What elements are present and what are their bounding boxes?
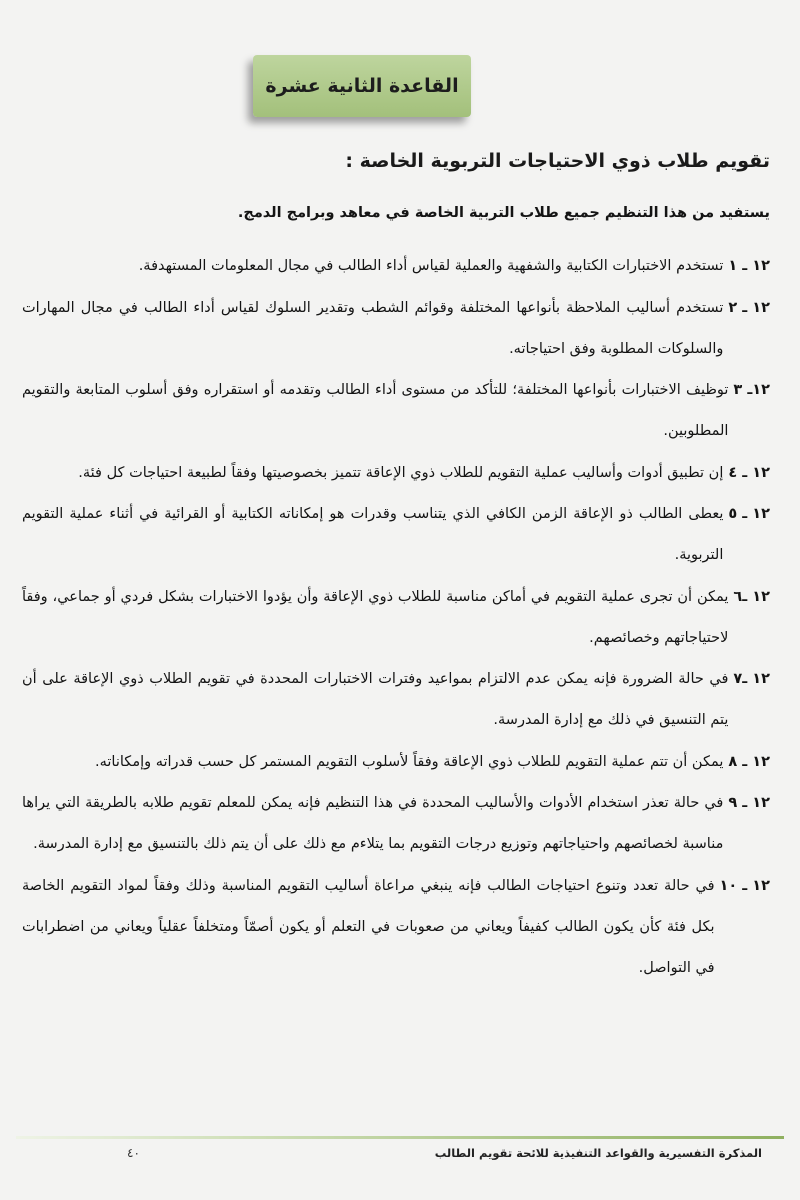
rule-item-number: ١٢ـ ٣ xyxy=(733,382,770,398)
rule-item-text: توظيف الاختبارات بأنواعها المختلفة؛ للتأكد من مستوى أداء الطالب وتقدمه أو استقراره وفق أسلوب المتابعة والتقويم المطلوبين. xyxy=(22,382,729,439)
rule-item xyxy=(22,659,770,741)
intro-paragraph: يستفيد من هذا التنظيم جميع طلاب التربية الخاصة في معاهد وبرامج الدمج. xyxy=(237,205,770,221)
rule-item-text: في حالة تعذر استخدام الأدوات والأساليب المحددة في هذا التنظيم فإنه يمكن للمعلم تقويم طلابه بالطريقة التي يراها مناسبة لخصائصهم واحتياجاتهم وتوزيع درجات التقويم بما يتلاءم مع ذلك على أن يتم ذلك بالتنسيق مع إدارة المدرسة. xyxy=(22,795,724,852)
footer-divider xyxy=(16,1136,784,1139)
rule-item-number: ١٢ ـ٦ xyxy=(733,588,770,605)
rule-item-number: ١٢ ـ ٨ xyxy=(728,753,770,770)
rule-item-text: تستخدم أساليب الملاحظة بأنواعها المختلفة وقوائم الشطب وتقدير السلوك لقياس أداء الطالب في مجال المهارات والسلوكات المطلوبة وفق احتياجاته. xyxy=(22,299,724,357)
rule-item xyxy=(22,742,770,783)
rule-item xyxy=(22,370,770,452)
rule-item-number: ١٢ ـ ١٠ xyxy=(719,877,770,894)
rule-badge: القاعدة الثانية عشرة xyxy=(253,55,471,117)
rule-item xyxy=(22,246,770,287)
rule-item-text: إن تطبيق أدوات وأساليب عملية التقويم للطلاب ذوي الإعاقة تتميز بخصوصيتها وفقاً لطبيعة احتياجات كل فئة. xyxy=(78,464,724,481)
footer-title: المذكرة التفسيرية والقواعد التنفيذية للائحة تقويم الطالب xyxy=(434,1146,762,1160)
rule-item xyxy=(22,866,770,989)
rule-item-text: تستخدم الاختبارات الكتابية والشفهية والعملية لقياس أداء الطالب في مجال المعلومات المستهدفة. xyxy=(138,258,724,274)
section-title: تقويم طلاب ذوي الاحتياجات التربوية الخاصة : xyxy=(345,150,770,172)
rules-list xyxy=(22,246,770,989)
rule-item-number: ١٢ ـ ٥ xyxy=(728,506,770,522)
rule-item-number: ١٢ ـ ٩ xyxy=(728,795,770,811)
rule-item xyxy=(22,288,770,370)
rule-item-number: ١٢ ـ ٢ xyxy=(728,299,770,316)
rule-item-text: يعطى الطالب ذو الإعاقة الزمن الكافي الذي يتناسب وقدرات هو إمكاناته الكتابية أو القرائية في أثناء عملية التقويم التربوية. xyxy=(22,506,724,563)
rule-item-text: يمكن أن تتم عملية التقويم للطلاب ذوي الإعاقة وفقاً لأسلوب التقويم المستمر كل حسب قدراته وإمكاناته. xyxy=(95,753,724,770)
rule-item-number: ١٢ ـ٧ xyxy=(733,671,770,687)
rule-item-number: ١٢ ـ ٤ xyxy=(728,464,770,481)
rule-item-number: ١٢ ـ ١ xyxy=(728,258,770,274)
rule-item xyxy=(22,494,770,576)
rule-item xyxy=(22,453,770,494)
rule-item xyxy=(22,577,770,659)
rule-item-text: في حالة تعدد وتنوع احتياجات الطالب فإنه ينبغي مراعاة أساليب التقويم المناسبة وذلك وفقاً لمواد التقويم الخاصة بكل فئة كأن يكون الطالب كفيفاً ويعاني من صعوبات في التعلم أو يكون أصمّاً ومتخلفاً عقلياً ويعاني من اضطرابات في التواصل. xyxy=(22,877,715,976)
rule-item-text: يمكن أن تجرى عملية التقويم في أماكن مناسبة للطلاب ذوي الإعاقة وأن يؤدوا الاختبارات بشكل فردي أو جماعي، وفقاً لاحتياجاتهم وخصائصهم. xyxy=(22,588,729,646)
page-number: ٤٠ xyxy=(127,1146,140,1160)
rule-item-text: في حالة الضرورة فإنه يمكن عدم الالتزام بمواعيد وفترات الاختبارات المحددة في تقويم الطلاب ذوي الإعاقة على أن يتم التنسيق في ذلك مع إدارة المدرسة. xyxy=(22,671,729,728)
rule-item xyxy=(22,783,770,865)
